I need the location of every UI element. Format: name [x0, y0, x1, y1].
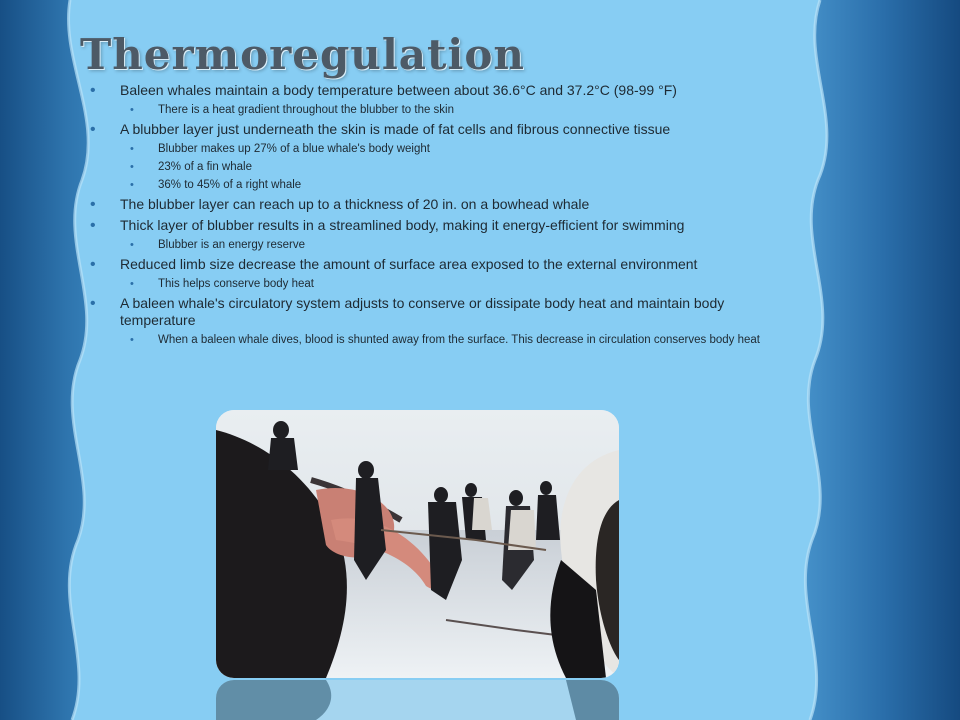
whale-harvest-photo — [216, 410, 619, 678]
bullet-item: • Baleen whales maintain a body temperature between about 36.6°C and 37.2°C (98-99 °F) — [90, 82, 770, 99]
bullet-item: • A baleen whale's circulatory system adjusts to conserve or dissipate body heat and maintain body temperature — [90, 295, 770, 329]
sub-bullet-item: • Blubber is an energy reserve — [90, 238, 770, 252]
bullet-list — [90, 82, 770, 351]
photo-reflection-illustration — [216, 680, 619, 720]
bullet-item: • The blubber layer can reach up to a thickness of 20 in. on a bowhead whale — [90, 196, 770, 213]
sub-bullet-item: • When a baleen whale dives, blood is shunted away from the surface. This decrease in circulation conserves body heat — [90, 333, 770, 347]
sub-bullet-item: • 23% of a fin whale — [90, 160, 770, 174]
photo-reflection — [216, 680, 619, 720]
slide-title: Thermoregulation — [80, 30, 525, 79]
sub-bullet-item: • Blubber makes up 27% of a blue whale's body weight — [90, 142, 770, 156]
bullet-item: • Thick layer of blubber results in a streamlined body, making it energy-efficient for swimming — [90, 217, 770, 234]
sub-bullet-item: • This helps conserve body heat — [90, 277, 770, 291]
bullet-item: • A blubber layer just underneath the skin is made of fat cells and fibrous connective tissue — [90, 121, 770, 138]
photo-illustration — [216, 410, 619, 678]
sub-bullet-item: • There is a heat gradient throughout the blubber to the skin — [90, 103, 770, 117]
bullet-item: • Reduced limb size decrease the amount of surface area exposed to the external environment — [90, 256, 770, 273]
sub-bullet-item: • 36% to 45% of a right whale — [90, 178, 770, 192]
